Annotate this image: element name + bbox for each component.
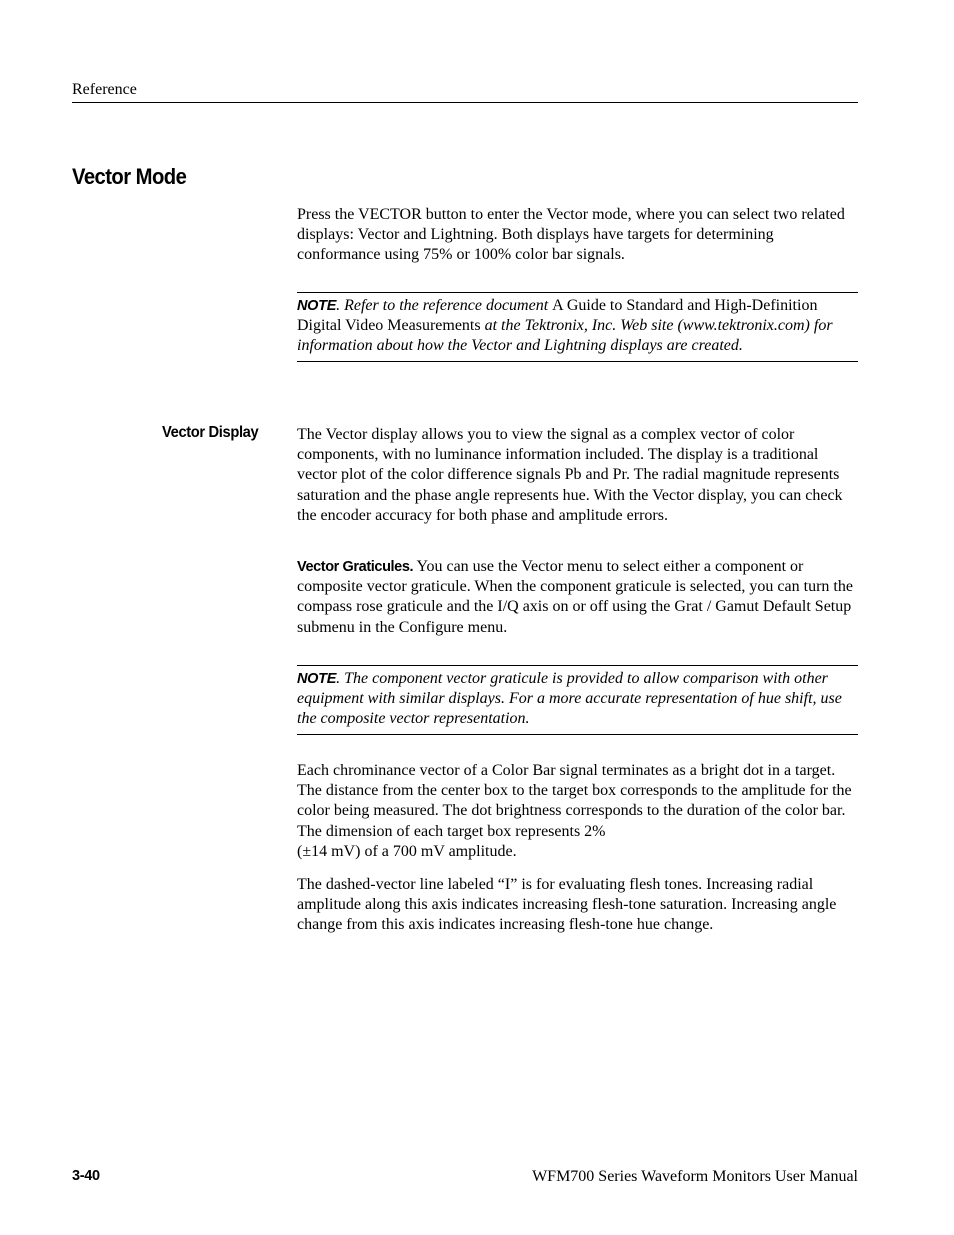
note-top-rule — [297, 292, 858, 293]
manual-title: WFM700 Series Waveform Monitors User Manual — [532, 1168, 858, 1185]
note-label: NOTE — [297, 298, 337, 314]
subsection-title: Vector Display — [162, 424, 259, 441]
note-text-part2: at the Tektronix, Inc. Web site (www.tektronix.com) for information about how the Vector and Lightning displays are created. — [297, 317, 833, 355]
vector-display-paragraph: The Vector display allows you to view the signal as a complex vector of color components, with no luminance information included. The display is a traditional vector plot of the color difference signals Pb and Pr. The radial magnitude represents saturation and the phase angle represents hue. With the Vector display, you can check the encoder accuracy for both phase and amplitude errors. — [297, 426, 843, 524]
note-text-part1: Refer to the reference document — [344, 297, 553, 314]
intro-paragraph: Press the VECTOR button to enter the Vector mode, where you can select two related displays: Vector and Lightning. Both displays have targets for determining conformance using 75% or 100% color bar signals. — [297, 206, 845, 264]
note-bottom-rule — [297, 361, 858, 362]
chrominance-paragraph — [297, 761, 859, 862]
note-document-title: A Guide to Standard and High-Definition Digital Video Measurements — [297, 297, 818, 335]
note-top-rule — [297, 665, 858, 666]
chrominance-text: Each chrominance vector of a Color Bar signal terminates as a bright dot in a target. The distance from the center box to the target box corresponds to the amplitude for the color being measured. The dot brightness corresponds to the duration of the color bar. The dimension of each target box represents 2% — [297, 762, 852, 840]
vector-graticules-paragraph — [297, 557, 859, 638]
note-text: The component vector graticule is provided to allow comparison with other equipment with similar displays. For a more accurate representation of hue shift, use the composite vector representation. — [297, 670, 842, 728]
header-rule — [72, 102, 858, 103]
note-separator: . — [336, 670, 345, 687]
flesh-tone-paragraph: The dashed-vector line labeled “I” is for evaluating flesh tones. Increasing radial amplitude along this axis indicates increasing flesh-tone saturation. Increasing angle change from this axis indicates increasing flesh-tone hue change. — [297, 876, 837, 934]
running-head: Reference — [72, 81, 137, 98]
run-in-heading: Vector Graticules. — [297, 559, 414, 575]
graticules-text: You can use the Vector menu to select either a component or composite vector graticule. When the component graticule is selected, you can turn the compass rose graticule and the I/Q axis on or off using the Grat / Gamut Default Setup submenu in the Configure menu. — [297, 558, 853, 636]
note-graticule — [297, 669, 859, 730]
note-separator: . — [336, 297, 345, 314]
note-label: NOTE — [297, 671, 337, 687]
page-number: 3-40 — [72, 1168, 100, 1184]
note-reference — [297, 296, 859, 357]
section-title: Vector Mode — [72, 164, 187, 189]
note-bottom-rule — [297, 734, 858, 735]
chrominance-text-end: (±14 mV) of a 700 mV amplitude. — [297, 842, 517, 860]
